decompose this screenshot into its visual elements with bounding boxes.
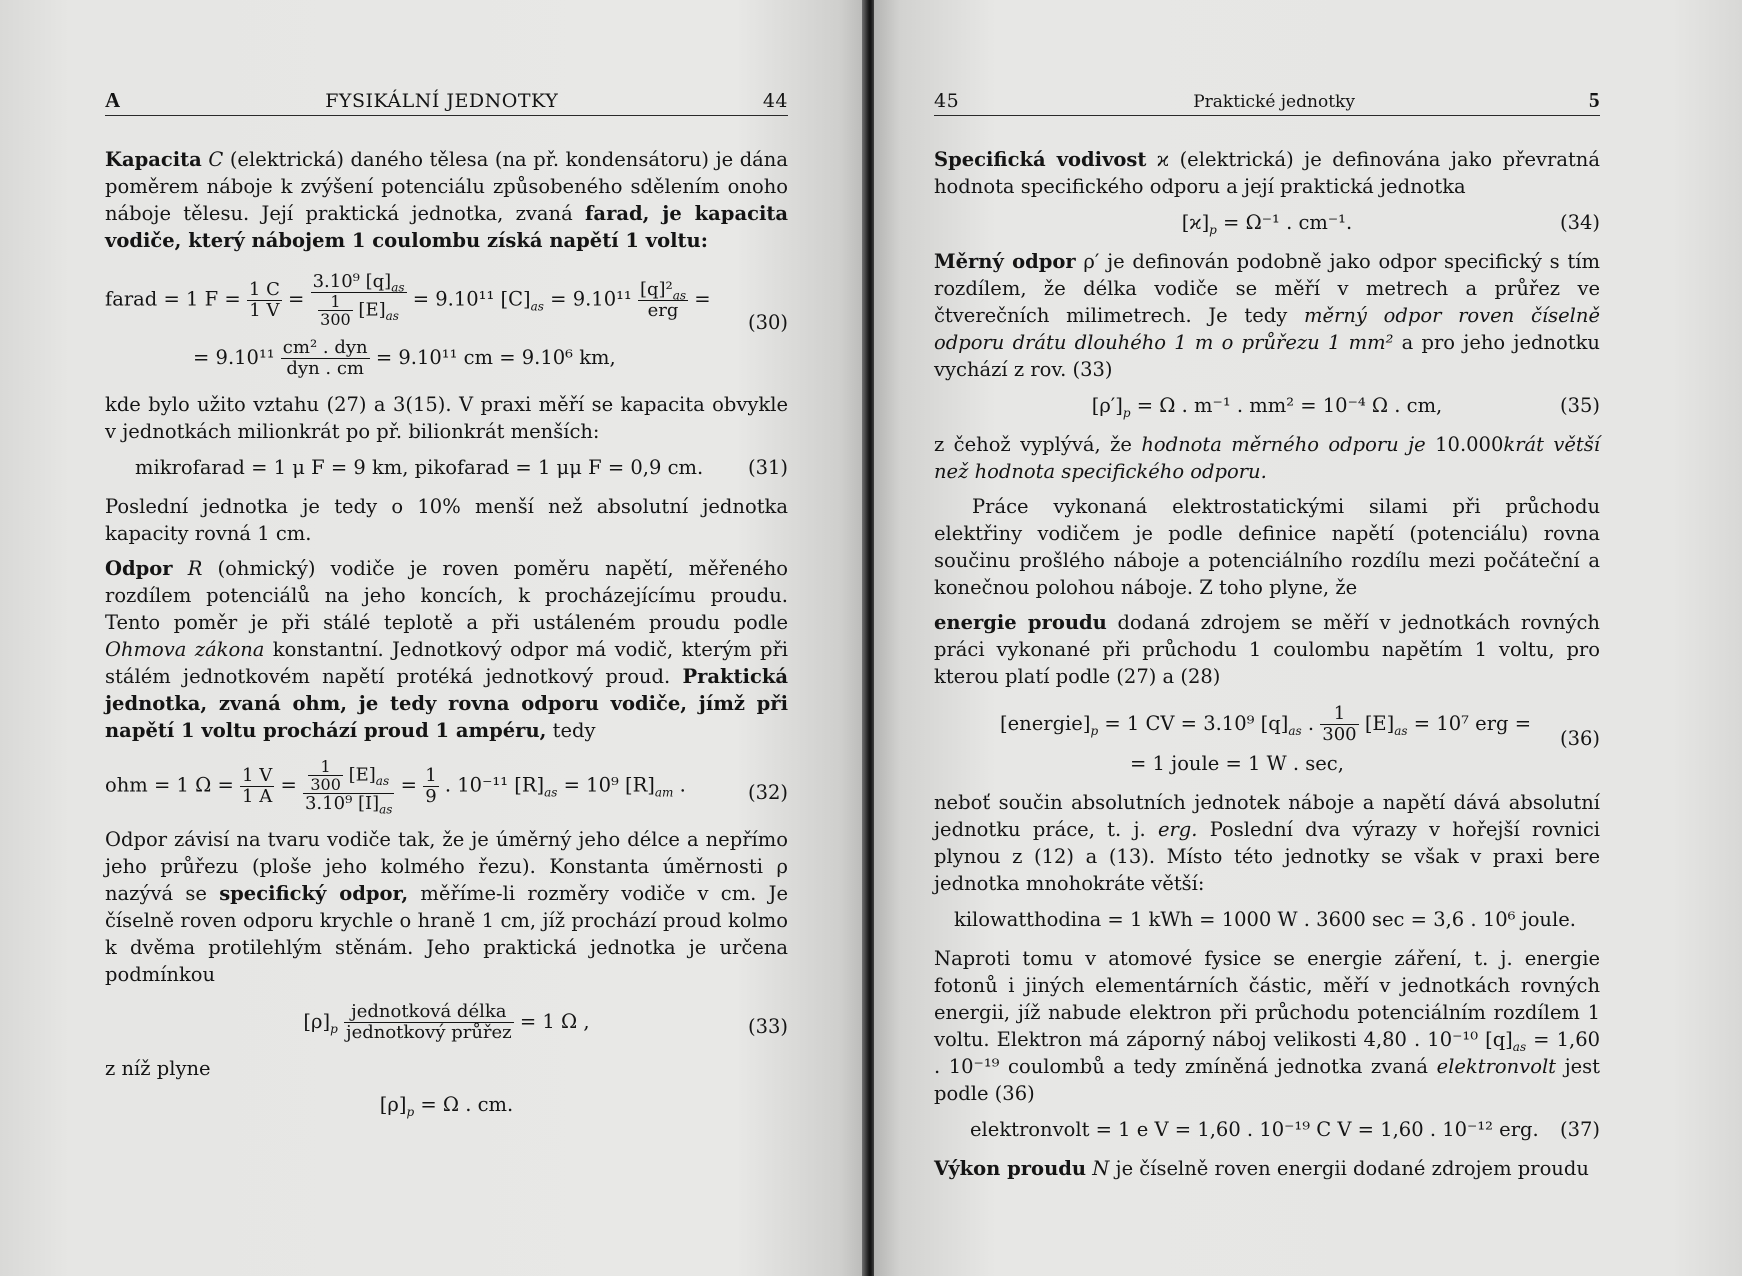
paragraph-resistance — [105, 555, 788, 744]
eq-lhs: farad = 1 F = — [105, 287, 241, 311]
term-resistance: Odpor — [105, 557, 173, 580]
chapter-title: FYSIKÁLNÍ JEDNOTKY — [325, 90, 559, 112]
text: ϰ (elektrická) je definována jako převratná hodnota specifického odporu a její praktická jednotka — [934, 148, 1600, 198]
fraction — [247, 280, 282, 321]
paragraph-energy — [934, 609, 1600, 690]
text: jest podle (36) — [934, 1055, 1600, 1105]
chapter-title: Praktické jednotky — [1193, 92, 1355, 112]
fraction — [281, 338, 370, 379]
eq-line2-lhs: = 9.10¹¹ — [193, 346, 275, 369]
equals: = — [400, 773, 418, 797]
equation-number-35: (35) — [1559, 394, 1600, 417]
denominator — [303, 793, 394, 817]
subscript: as — [544, 785, 558, 800]
page-number-right: 45 — [934, 90, 960, 112]
eq-lhs: [ϰ] — [1181, 211, 1210, 234]
symbol-c: C — [208, 148, 224, 171]
paragraph-units-practice: kde bylo užito vztahu (27) a 3(15). V praxi měří se kapacita obvykle v jednotkách milionkrát po př. bilionkrát menších: — [105, 393, 788, 443]
eq-rhs2: = 10⁷ erg = — [1407, 712, 1532, 735]
equation-37 — [934, 1117, 1600, 1143]
left-running-header — [105, 88, 788, 116]
denominator: jednotkový průřez — [345, 1022, 512, 1043]
fraction — [423, 766, 438, 807]
denominator: 1 V — [249, 299, 280, 321]
eq-rhs: = Ω⁻¹ . cm⁻¹. — [1216, 211, 1353, 234]
equation-36 — [934, 704, 1600, 777]
eq-line2-rhs: = 9.10¹¹ cm = 9.10⁶ km, — [375, 346, 616, 369]
den-tail: [E] — [352, 299, 386, 321]
equation-35 — [934, 393, 1600, 419]
eq-text: mikrofarad = 1 μ F = 9 km, pikofarad = 1 μμ F = 0,9 cm. — [135, 456, 704, 479]
symbol-r: R — [187, 557, 203, 580]
term-energy: energie proudu — [934, 611, 1107, 634]
denominator: dyn . cm — [286, 358, 365, 379]
fraction — [303, 757, 394, 817]
term-conductivity: Specifická vodivost — [934, 148, 1147, 171]
numerator — [311, 272, 407, 293]
right-page — [874, 0, 1742, 1276]
italic-definition: měrný odpor roven číselně odporu drátu dlouhého 1 m o průřezu 1 mm² — [934, 304, 1600, 354]
equation-number-30: (30) — [747, 311, 788, 334]
equation-33b — [105, 1092, 788, 1118]
numerator: 1 C — [248, 278, 280, 300]
denominator: 300 — [1322, 724, 1357, 745]
text: tedy — [546, 719, 596, 742]
paragraph-from-which: z níž plyne — [105, 1057, 211, 1080]
dot: . — [1301, 712, 1315, 735]
subscript: am — [654, 785, 674, 800]
italic-text: hodnota měrného odporu je — [1141, 433, 1426, 456]
eq-text: kilowatthodina = 1 kWh = 1000 W . 3600 sec = 3,6 . 10⁶ joule. — [954, 908, 1576, 931]
eq-mid: = 9.10¹¹ [C] — [412, 287, 531, 311]
equation-34 — [934, 210, 1600, 236]
eq-rhs: = Ω . m⁻¹ . mm² = 10⁻⁴ Ω . cm, — [1130, 394, 1443, 417]
numerator: cm² . dyn — [282, 337, 368, 358]
numerator: 1 — [425, 764, 437, 786]
numerator: 1 — [1320, 704, 1358, 725]
eq-rhs: [E] — [1358, 712, 1395, 735]
text: ρ′ je definován podobně jako odpor specifický s tím rozdílem, že délka vodiče se měří v metrech a průřez ve čtverečních milimetrech. Je tedy — [934, 250, 1600, 327]
subscript: as — [530, 299, 544, 314]
equation-number-37: (37) — [1559, 1118, 1600, 1141]
text: 10.000 — [1425, 433, 1504, 456]
denominator: 300 — [310, 775, 341, 794]
paragraph-because — [934, 789, 1600, 897]
text: Naproti tomu v atomové fysice se energie záření, t. j. energie fotonů i jiných elementárních částic, měří v jednotkách rovných energii, jíž nabude elektron při průchodu potenciálním rozdílem 1 voltu. Elektron má záporný náboj velikosti 4,80 . 10⁻¹⁰ [q] — [934, 947, 1600, 1051]
eq-lhs: [ρ] — [303, 1010, 331, 1033]
numerator: 1 — [318, 293, 353, 311]
text: z čehož vyplývá, že — [934, 433, 1142, 456]
symbol-n: N — [1092, 1157, 1110, 1180]
subscript: as — [1512, 1039, 1527, 1054]
denominator: 9 — [425, 785, 437, 807]
subscript: as — [391, 280, 405, 295]
eq-lhs: [ρ′] — [1091, 394, 1123, 417]
italic-electronvolt: elektronvolt — [1436, 1055, 1557, 1078]
equals: = — [280, 773, 297, 797]
numerator — [303, 758, 394, 794]
equation-number-34: (34) — [1559, 211, 1600, 234]
num-text: 3.10⁹ [q] — [312, 271, 392, 292]
subscript: p — [330, 1021, 338, 1036]
paragraph-work: Práce vykonaná elektrostatickými silami při průchodu elektřiny vodičem je podle definice napětí (potenciálu) rovna součinu prošlého náboje a potenciálního rozdílu mezi počáteční a konečnou polohou náboje. Z toho plyne, že — [934, 495, 1600, 599]
text: a pro jeho jednotku vychází z rov. (33) — [934, 331, 1600, 381]
denominator: erg — [647, 299, 679, 321]
subscript: p — [1090, 723, 1099, 738]
fraction — [344, 1002, 514, 1043]
fraction — [240, 766, 274, 807]
fraction — [1320, 704, 1358, 745]
term-power: Výkon proudu — [934, 1157, 1087, 1180]
paragraph-capacity — [105, 146, 788, 254]
equation-33 — [105, 1002, 788, 1043]
text: dodaná zdrojem se měří v jednotkách rovných práci vykonané při průchodu 1 coulombu napětím 1 voltu, pro kterou platí podle (27) a (28) — [934, 611, 1600, 688]
equation-kwh — [934, 907, 1600, 933]
eq-trail: = — [694, 287, 711, 311]
eq-line2: = 1 joule = 1 W . sec, — [1130, 752, 1344, 775]
numerator: 1 — [308, 758, 343, 776]
text: Odpor závisí na tvaru vodiče tak, že je úměrný jeho délce a nepřímo jeho průřezu (ploše jeho kolmého řezu). Konstanta úměrnosti ρ nazývá se — [105, 828, 788, 905]
text: Poslední dva výrazy v hořejší rovnici plynou z (12) a (13). Místo této jednotky se však v praxi bere jednotka mnohokráte větší: — [934, 818, 1600, 895]
subscript: p — [1209, 222, 1217, 237]
left-page — [0, 0, 866, 1276]
paragraph-measured-resistance — [934, 248, 1600, 383]
section-number: 5 — [1589, 88, 1600, 112]
denominator — [311, 293, 407, 328]
subscript: as — [1288, 723, 1302, 738]
subscript: as — [1394, 723, 1408, 738]
term-measured-resistance: Měrný odpor — [934, 250, 1076, 273]
eq-lhs: [energie] — [1000, 712, 1091, 735]
paragraph-specific-resistance — [105, 826, 788, 988]
subscript: as — [379, 802, 393, 817]
den-text: 3.10⁹ [I] — [304, 793, 380, 814]
eq-rhs3: . — [673, 773, 686, 797]
paragraph-conductivity — [934, 146, 1600, 200]
subscript: as — [375, 774, 390, 789]
right-running-header — [934, 88, 1600, 116]
subscript: p — [406, 1104, 415, 1119]
eq-mid: = 1 CV = 3.10⁹ [q] — [1098, 712, 1289, 735]
fraction — [311, 272, 407, 328]
num-text: [q]² — [639, 278, 673, 300]
eq-lhs: [ρ] — [379, 1093, 407, 1116]
denominator: 300 — [320, 310, 351, 329]
eq-rhs: = 1 Ω , — [519, 1010, 590, 1033]
paragraph-conclusion — [934, 431, 1600, 485]
subscript: as — [672, 288, 687, 303]
fraction — [318, 293, 353, 328]
subscript: p — [1122, 405, 1131, 420]
eq-mid2: = 9.10¹¹ — [543, 287, 632, 311]
italic-text: krát větší než hodnota specifického odporu. — [934, 433, 1601, 483]
equation-number-32: (32) — [747, 781, 788, 804]
text: je číselně roven energii dodané zdrojem proudu — [1109, 1157, 1589, 1180]
num-tail: [E] — [342, 764, 376, 786]
term-capacity: Kapacita — [105, 148, 202, 171]
bold-definition: Praktická jednotka, zvaná ohm, je tedy rovna odporu vodiče, jímž při napětí 1 voltu prochází proud 1 ampéru, — [105, 665, 788, 742]
equation-32 — [105, 757, 788, 817]
bold-definition: farad, je kapacita vodiče, který nábojem 1 coulombu získá napětí 1 voltu: — [105, 202, 789, 252]
subscript: as — [385, 309, 399, 324]
text: neboť součin absolutních jednotek náboje a napětí dává absolutní jednotku práce, t. j. — [934, 791, 1600, 841]
eq-text: elektronvolt = 1 e V = 1,60 . 10⁻¹⁹ C V = 1,60 . 10⁻¹² erg. — [970, 1118, 1539, 1141]
paragraph-atomic — [934, 945, 1600, 1107]
equation-30 — [105, 272, 788, 379]
equation-number-36: (36) — [1559, 727, 1600, 750]
paragraph-power — [934, 1155, 1600, 1182]
text: měříme-li rozměry vodiče v cm. Je číselně roven odporu krychle o hraně 1 cm, jíž prochází proud kolmo k dvěma protilehlým stěnám. Jeho praktická jednotka je určena podmínkou — [105, 882, 788, 986]
equals: = — [288, 287, 305, 311]
eq-rhs: = Ω . cm. — [414, 1093, 514, 1116]
eq-lhs: ohm = 1 Ω = — [105, 773, 234, 797]
text: = 1,60 . 10⁻¹⁹ coulombů a tedy zmíněná jednotka zvaná — [934, 1028, 1601, 1078]
fraction — [638, 280, 688, 321]
eq-rhs: . 10⁻¹¹ [R] — [438, 773, 545, 797]
fraction — [308, 758, 343, 793]
text: (elektrická) daného tělesa (na př. kondensátoru) je dána poměrem náboje k zvýšení potenciálu způsobeného sdělením onoho náboje tělesu. Její praktická jednotka, zvaná — [105, 148, 788, 225]
paragraph-last-unit: Poslední jednotka je tedy o 10% menší než absolutní jednotka kapacity rovná 1 cm. — [105, 495, 788, 545]
equation-number-31: (31) — [747, 456, 788, 479]
equation-31 — [105, 455, 788, 481]
term-specific-resistance: specifický odpor, — [219, 882, 409, 905]
page-number-left: 44 — [762, 90, 788, 112]
eq-rhs2: = 10⁹ [R] — [557, 773, 655, 797]
denominator: 1 A — [242, 785, 273, 807]
equation-number-33: (33) — [747, 1015, 788, 1038]
numerator — [638, 280, 688, 301]
italic-erg: erg. — [1157, 818, 1198, 841]
numerator: jednotková délka — [344, 1002, 514, 1023]
text: konstantní. Jednotkový odpor má vodič, kterým při stálém jednotkovém napětí protéká jednotkový proud. — [105, 638, 788, 688]
section-letter: A — [105, 88, 121, 112]
italic-ohm-law: Ohmova zákona — [105, 638, 265, 661]
text: (ohmický) vodiče je roven poměru napětí, měřeného rozdílem potenciálů na jeho koncích, k procházejícímu proudu. Tento poměr je při stálé teplotě a při ustáleném proudu podle — [105, 557, 788, 634]
numerator: 1 V — [242, 764, 273, 786]
